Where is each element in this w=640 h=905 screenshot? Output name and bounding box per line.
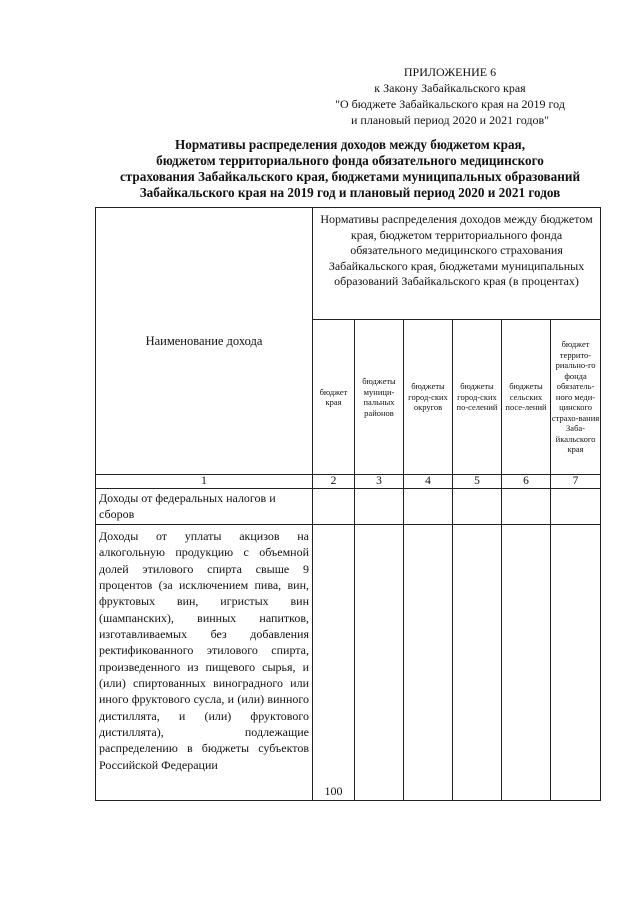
- column-number: 1: [96, 475, 313, 489]
- column-number: 2: [313, 475, 355, 489]
- income-name: Доходы от уплаты акцизов на алкогольную продукцию с объемной долей этилового спирта свыше 9 процентов (за исключением пива, вин, фруктовых вин, игристых вин (шампанских), винных напитков, изготавливаемых без добавления ректификованного этилового спирта, произведенного из пищевого сырья, и (или) спиртованных виноградного или иного фруктового сусла, и (или) винного дистиллята, и (или) фруктового дистиллята), подлежащие распределению в бюджеты субъектов Российской Федерации: [96, 525, 313, 801]
- col-header-city-districts: бюджеты город-ских округов: [404, 320, 453, 475]
- value-city-districts: [404, 525, 453, 801]
- empty-cell: [404, 489, 453, 525]
- distribution-table: [95, 207, 601, 801]
- appendix-header: [300, 64, 600, 128]
- empty-cell: [313, 489, 355, 525]
- distribution-norms-header: Нормативы распределения доходов между бюджетом края, бюджетом территориального фонда обязательного медицинского страхования Забайкальского края, бюджетами муниципальных образований Забайкальского края (в процентах): [313, 208, 601, 320]
- section-row: [96, 489, 601, 525]
- title-line: бюджетом территориального фонда обязательного медицинского: [156, 153, 544, 168]
- empty-cell: [551, 489, 601, 525]
- column-number: 7: [551, 475, 601, 489]
- value-municipal-districts: [355, 525, 404, 801]
- table-row: [96, 525, 601, 801]
- column-number: 4: [404, 475, 453, 489]
- column-number: 6: [502, 475, 551, 489]
- title-line: страхования Забайкальского края, бюджетами муниципальных образований: [119, 169, 581, 184]
- col-header-rural-settlements: бюджеты сельских посе-лений: [502, 320, 551, 475]
- value-urban-settlements: [453, 525, 502, 801]
- column-numbers-row: [96, 475, 601, 489]
- column-number: 5: [453, 475, 502, 489]
- title-line: Нормативы распределения доходов между бюджетом края,: [175, 137, 525, 152]
- empty-cell: [453, 489, 502, 525]
- col-header-urban-settlements: бюджеты город-ских по-селений: [453, 320, 502, 475]
- col-header-region-budget: бюджет края: [313, 320, 355, 475]
- appendix-law-period: и плановый период 2020 и 2021 годов": [350, 113, 550, 127]
- appendix-law-ref: к Закону Забайкальского края: [374, 81, 526, 95]
- value-medical-insurance-fund: [551, 525, 601, 801]
- document-title: [95, 137, 605, 201]
- empty-cell: [502, 489, 551, 525]
- value-region-budget: 100: [313, 525, 355, 801]
- title-line: Забайкальского края на 2019 год и плановый период 2020 и 2021 годов: [139, 185, 561, 200]
- empty-cell: [355, 489, 404, 525]
- col-header-medical-insurance-fund: бюджет террито-риально-го фонда обязатель-ного меди-цинского страхо-вания Заба-йкальского края: [551, 320, 601, 475]
- income-name-header: Наименование дохода: [96, 208, 313, 475]
- appendix-law-title: "О бюджете Забайкальского края на 2019 год: [335, 97, 565, 111]
- column-number: 3: [355, 475, 404, 489]
- section-title: Доходы от федеральных налогов и сборов: [96, 489, 313, 525]
- col-header-municipal-districts: бюджеты муници-пальных районов: [355, 320, 404, 475]
- value-rural-settlements: [502, 525, 551, 801]
- appendix-number: ПРИЛОЖЕНИЕ 6: [403, 65, 497, 79]
- header-row-group: [96, 208, 601, 320]
